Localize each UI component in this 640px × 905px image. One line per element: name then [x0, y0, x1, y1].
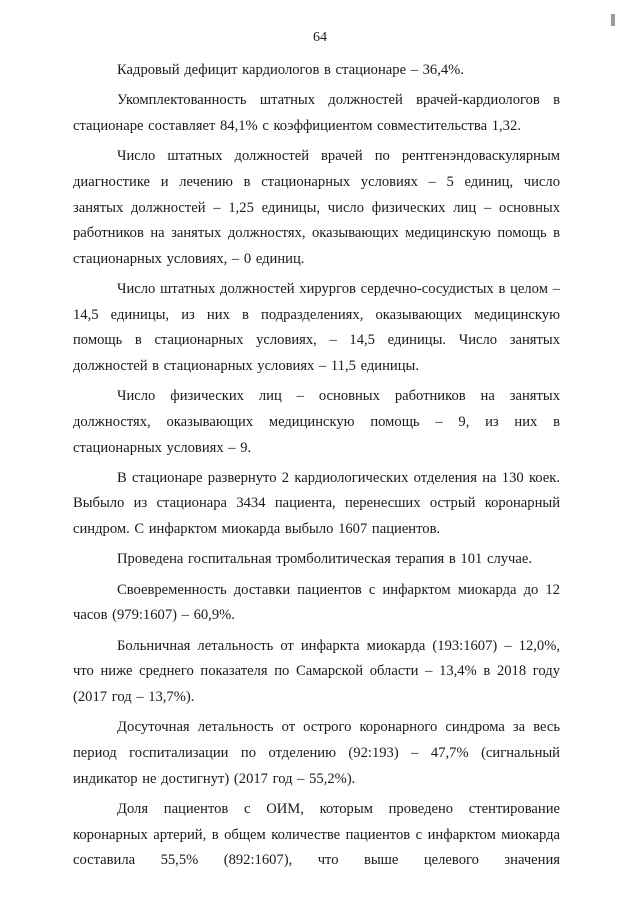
body-text	[73, 58, 560, 879]
paragraph-stenting-share: Доля пациентов с ОИМ, которым проведено стентирование коронарных артерий, в общем количестве пациентов с инфарктом миокарда составила 55,5% (892:1607), что выше целевого значения	[73, 801, 560, 869]
paragraph-thrombolytic-therapy: Проведена госпитальная тромболитическая терапия в 101 случае.	[117, 551, 532, 568]
paragraph-daily-mortality: Досуточная летальность от острого коронарного синдрома за весь период госпитализации по отделению (92:193) – 47,7% (сигнальный индикатор не достигнут) (2017 год – 55,2%).	[73, 719, 560, 787]
paragraph-timely-delivery: Своевременность доставки пациентов с инфарктом миокарда до 12 часов (979:1607) – 60,9%.	[73, 581, 560, 624]
paragraph-hospital-mortality: Больничная летальность от инфаркта миокарда (193:1607) – 12,0%, что ниже среднего показателя по Самарской области – 13,4% в 2018 году (2017 год – 13,7%).	[73, 637, 560, 706]
page-number: 64	[313, 30, 327, 45]
paragraph-staffing-level: Укомплектованность штатных должностей врачей-кардиологов в стационаре составляет 84,1% с коэффициентом совместительства 1,32.	[73, 92, 560, 134]
paragraph-physical-persons: Число физических лиц – основных работников на занятых должностях, оказывающих медицинскую помощь – 9, из них в стационарных условиях – 9.	[73, 388, 560, 456]
paragraph-cardiology-departments: В стационаре развернуто 2 кардиологических отделения на 130 коек. Выбыло из стационара 3434 пациента, перенесших острый коронарный синдром. С инфарктом миокарда выбыло 1607 пациентов.	[73, 469, 560, 538]
paragraph-endovascular-staff: Число штатных должностей врачей по рентгенэндоваскулярным диагностике и лечению в стационарных условиях – 5 единиц, число занятых должностей – 1,25 единицы, число физических лиц – основных работников на занятых должностях, оказывающих медицинскую помощь в стационарных условиях, – 0 единиц.	[73, 148, 560, 267]
paragraph-cardiologist-deficit: Кадровый дефицит кардиологов в стационаре – 36,4%.	[117, 62, 464, 78]
scan-edge-mark	[611, 14, 615, 26]
paragraph-cardiovascular-surgeons: Число штатных должностей хирургов сердечно-сосудистых в целом – 14,5 единицы, из них в подразделениях, оказывающих медицинскую помощь в стационарных условиях, – 14,5 единицы. Число занятых должностей в стационарных условиях – 11,5 единицы.	[73, 281, 560, 374]
